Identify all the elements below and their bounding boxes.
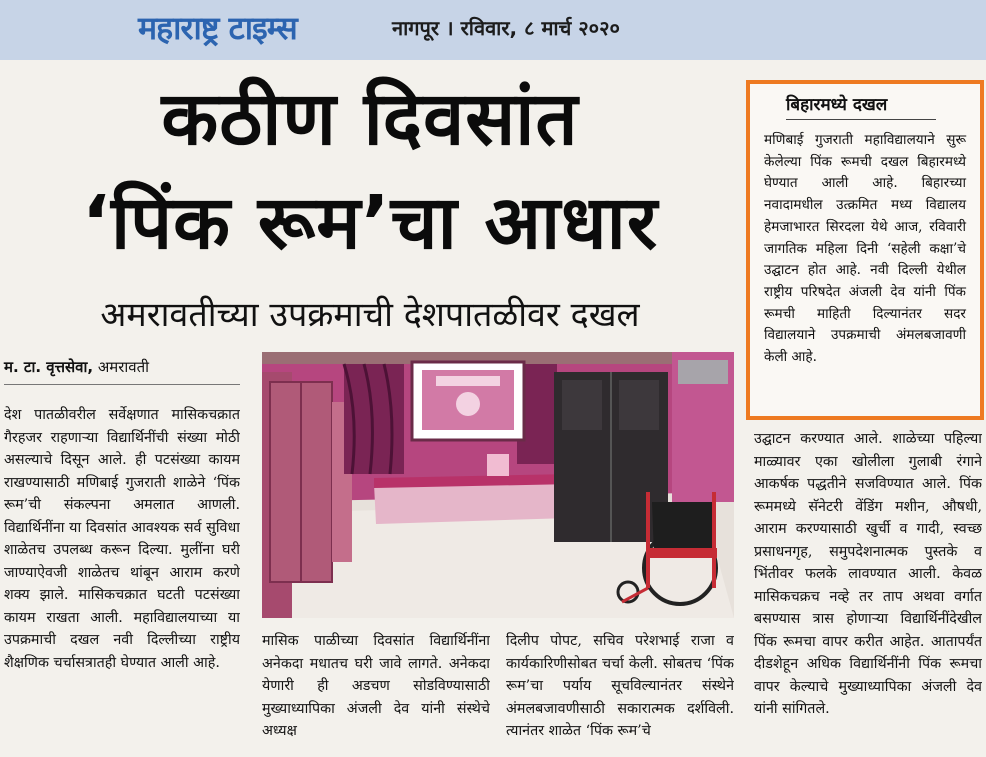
masthead <box>0 0 986 60</box>
byline <box>4 357 240 385</box>
sidebar-title: बिहारमध्ये दखल <box>786 92 936 120</box>
headline-line1: कठीण दिवसांत <box>161 76 579 162</box>
pink-room-illustration <box>262 352 734 618</box>
headline-line2: ‘पिंक रूम’चा आधार <box>81 180 659 266</box>
dateline: नागपूर । रविवार, ८ मार्च २०२० <box>392 16 620 40</box>
byline-source: म. टा. वृत्तसेवा, <box>4 358 94 376</box>
article-column-4: उद्घाटन करण्यात आले. शाळेच्या पहिल्या माळ्यावर एका खोलीला गुलाबी रंगाने आकर्षक पद्धतीने सजविण्यात आले. पिंक रूममध्ये सॅनेटरी वेंडिंग मशीन, औषधी, आराम करण्यासाठी खुर्ची व गादी, स्वच्छ प्रसाधनगृह, समुपदेशनात्मक पुस्तके व भिंतीवर फलके लावण्यात आली. केवळ मासिकचक्रच नव्हे तर ताप अथवा वर्गात बसण्यास त्रास होणाऱ्या विद्यार्थिनींदेखील पिंक रूमचा वापर करीत आहेत. आतापर्यंत दीडशेहून अधिक विद्यार्थिनींनी पिंक रूमचा वापर केल्याचे मुख्याध्यापिका अंजली देव यांनी सांगितले. <box>754 431 982 717</box>
newspaper-logo: महाराष्ट्र टाइम्स <box>138 9 297 47</box>
byline-place: अमरावती <box>97 358 150 376</box>
pink-room-photo <box>262 352 734 618</box>
article-column-1: देश पातळीवरील सर्वेक्षणात मासिकचक्रात गैरहजर राहणाऱ्या विद्यार्थिनींची संख्या मोठी असल्याचे दिसून आले. ही पटसंख्या कायम राखण्यासाठी मणिबाई गुजराती शाळेने ‘पिंक रूम’ची संकल्पना अमलात आणली. विद्यार्थिनींना या दिवसांत आवश्यक सर्व सुविधा शाळेतच उपलब्ध करून दिल्या. मुलींना घरी जाण्याऐवजी शाळेतच थांबून आराम करणे शक्य झाले. मासिकचक्रात घटती पटसंख्या कायम राखता आली. महाविद्यालयाच्या या उपक्रमाची दखल नवी दिल्लीच्या राष्ट्रीय शैक्षणिक चर्चासत्रातही घेण्यात आली आहे. <box>4 407 240 671</box>
sidebar-text: मणिबाई गुजराती महाविद्यालयाने सुरू केलेल्या पिंक रूमची दखल बिहारमध्ये घेण्यात आली आहे. बिहारच्या नवादामधील उत्क्रमित मध्य विद्यालय हेमजाभारत सिरदला येथे आज, रविवारी जागतिक महिला दिनी ‘सहेली कक्षा’चे उद्घाटन होत आहे. नवी दिल्ली येथील राष्ट्रीय परिषदेत अंजली देव यांनी पिंक रूमची माहिती दिल्यानंतर सदर विद्यालयाने उपक्रमाची अंमलबजावणी केली आहे. <box>764 132 966 366</box>
subheadline: अमरावतीच्या उपक्रमाची देशपातळीवर दखल <box>100 295 640 335</box>
sidebar-box <box>746 80 984 420</box>
article-column-2: मासिक पाळीच्या दिवसांत विद्यार्थिनींना अनेकदा मधातच घरी जावे लागते. अनेकदा येणारी ही अडचण सोडविण्यासाठी मुख्याध्यापिका अंजली देव यांनी संस्थेचे अध्यक्ष <box>262 633 490 739</box>
article-column-3: दिलीप पोपट, सचिव परेशभाई राजा व कार्यकारिणीसोबत चर्चा केली. सोबतच ‘पिंक रूम’चा पर्याय सूचविल्यानंतर संस्थेने अंमलबजावणीसाठी सकारात्मक दर्शविली. त्यानंतर शाळेत ‘पिंक रूम’चे <box>506 633 734 739</box>
